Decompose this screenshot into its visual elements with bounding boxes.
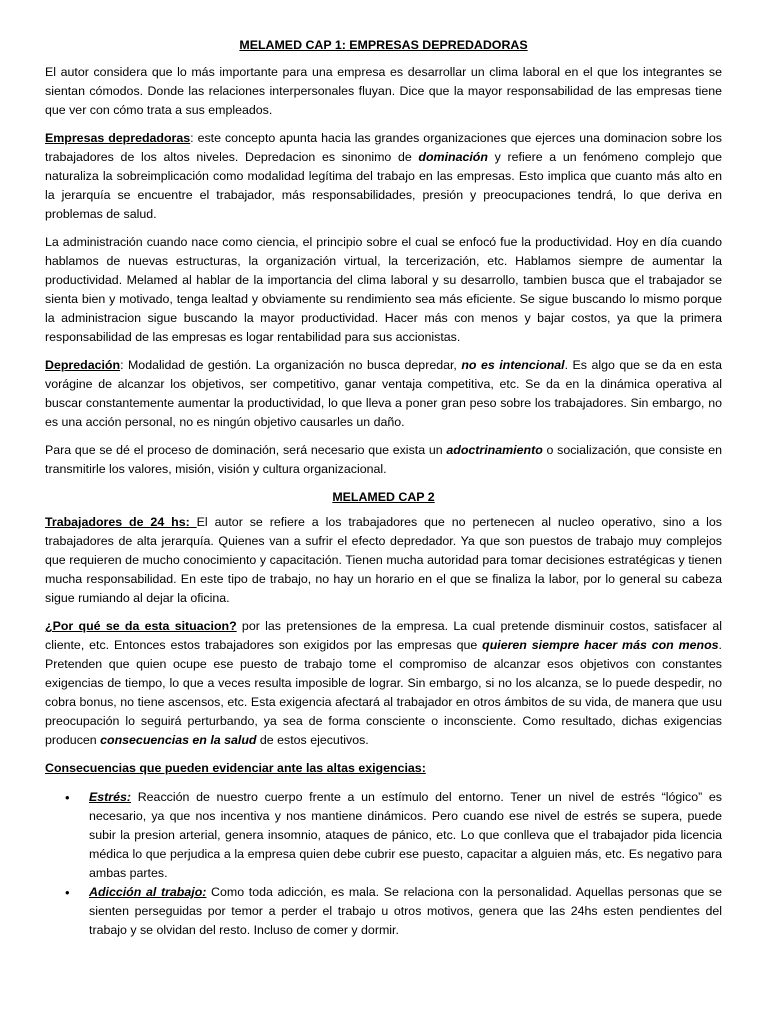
adoctrinamiento-paragraph: Para que se dé el proceso de dominación, será necesario que exista un adoctrinamiento o socialización, que consiste en transmitirle los valores, misión, visión y cultura organizacional. (45, 443, 722, 476)
intro-paragraph: El autor considera que lo más importante para una empresa es desarrollar un clima laboral en el que los integrantes se sientan cómodos. Donde las relaciones interpersonales fluyan. Dice que la mayor responsabilidad de las empresas tiene que ver con cómo trata a sus empleados. (45, 65, 722, 117)
term-por-que: ¿Por qué se da esta situacion? (45, 619, 237, 633)
bullet-icon: • (65, 885, 70, 900)
consecuencias-heading: Consecuencias que pueden evidenciar ante las altas exigencias: (45, 761, 426, 775)
emphasis-mas-con-menos: quieren siempre hacer más con menos (482, 638, 719, 652)
term-adiccion-al-trabajo: Adicción al trabajo: (89, 885, 207, 899)
emphasis-no-intencional: no es intencional (461, 358, 565, 372)
list-item-adiccion: • Adicción al trabajo: Como toda adicción, es mala. Se relaciona con la personalidad. Aquellas personas que se sienten perseguidas por temor a perder el trabajo u otros motivos, genera que las 24hs esten pendientes del trabajo y se olvidan del resto. Incluso de comer y dormir. (65, 885, 723, 937)
term-depredacion: Depredación (45, 358, 121, 372)
chapter-2-title: MELAMED CAP 2 (332, 490, 435, 504)
por-que-paragraph: ¿Por qué se da esta situacion? por las pretensiones de la empresa. La cual pretende disminuir costos, satisfacer al cliente, etc. Entonces estos trabajadores son exigidos por las empresas que quieren siempre hacer más con menos. Pretenden que quien ocupe ese puesto de trabajo tome el compromiso de alcanzar esos objetivos con constantes exigencias de tiempo, lo que a veces resulta imposible de lograr. Sin embargo, si no los alcanza, se lo puede despedir, no cobra bonus, no tiene ascensos, etc. Esta exigencia afectará al trabajador en otros ámbitos de su vida, de manera que usu preocupación lo seguirá perturbando, ya sea de forma consciente o inconsciente. Como resultado, dichas exigencias producen consecuencias en la salud de estos ejecutivos. (45, 619, 722, 747)
term-empresas-depredadoras: Empresas depredadoras (45, 131, 191, 145)
productividad-paragraph: La administración cuando nace como ciencia, el principio sobre el cual se enfocó fue la productividad. Hoy en día cuando hablamos de nuevas estructuras, la organización virtual, la tercerización, etc. Hablamos siempre de aumentar la productividad. Melamed al hablar de la importancia del clima laboral y su desarrollo, tambien busca que el trabajador se sienta bien y motivado, tenga lealtad y obviamente su rendimiento sea más eficiente. Se sigue buscando lo mismo porque la administracion sigue buscando la mayor productividad. Hacer más con menos y bajar costos, ya que la primera responsabilidad de las empresas es logar rentabilidad para sus accionistas. (45, 235, 722, 344)
emphasis-dominacion: dominación (418, 150, 488, 164)
chapter-1-title: MELAMED CAP 1: EMPRESAS DEPREDADORAS (239, 38, 528, 52)
depredacion-paragraph: Depredación: Modalidad de gestión. La organización no busca depredar, no es intencional. Es algo que se da en esta vorágine de alcanzar los objetivos, ser competitivo, ganar ventaja competitiva, etc. Se da en la dinámica operativa al buscar constantemente aumentar la productividad, lo que lleva a poner gran peso sobre los trabajadores. Sin embargo, no es una acción personal, no es ningún objetivo causarles un daño. (45, 358, 722, 429)
term-trabajadores-24hs: Trabajadores de 24 hs: (45, 515, 197, 529)
bullet-icon: • (65, 790, 70, 805)
empresas-depredadoras-paragraph: Empresas depredadoras: este concepto apunta hacia las grandes organizaciones que ejerces una dominacion sobre los trabajadores de los altos niveles. Depredacion es sinonimo de dominación y refiere a un fenómeno complejo que naturaliza la sobreimplicación como modalidad legítima del trabajo en las empresas. Esto implica que cuanto más alto en la jerarquía se encuentre el trabajador, más responsabilidades, presión y preocupaciones tendrá, lo que deriva en problemas de salud. (45, 131, 722, 221)
document-page (45, 36, 722, 940)
list-item-estres: • Estrés: Reacción de nuestro cuerpo frente a un estímulo del entorno. Tener un nivel de estrés “lógico” es necesario, ya que nos incentiva y nos mantiene dinámicos. Pero cuando ese nivel de estrés se supera, puede subir la presion arterial, genera insomnio, ataques de pánico, etc. Lo que conlleva que el trabajador pida licencia médica lo que perjudica a la empresa quien debe cubrir ese puesto, capacitar a alguien más, etc. Es negativo para ambas partes. (65, 790, 722, 880)
emphasis-adoctrinamiento: adoctrinamiento (446, 443, 543, 457)
trabajadores-24hs-paragraph: Trabajadores de 24 hs: El autor se refiere a los trabajadores que no pertenecen al nucleo operativo, sino a los trabajadores de alta jerarquía. Quienes van a sufrir el efecto depredador. Ya que son puestos de trabajo muy complejos que requieren de mucho conocimiento y capacitación. Tienen mucha autoridad para tomar decisiones estratégicas y tienen mucha responsabilidad. En este tipo de trabajo, no hay un horario en el que se finaliza la labor, por lo general su cabeza sigue rumiando al dejar la oficina. (45, 515, 722, 605)
consecuencias-list (45, 788, 722, 940)
term-estres: Estrés: (89, 790, 132, 804)
emphasis-consecuencias-salud: consecuencias en la salud (100, 733, 257, 747)
